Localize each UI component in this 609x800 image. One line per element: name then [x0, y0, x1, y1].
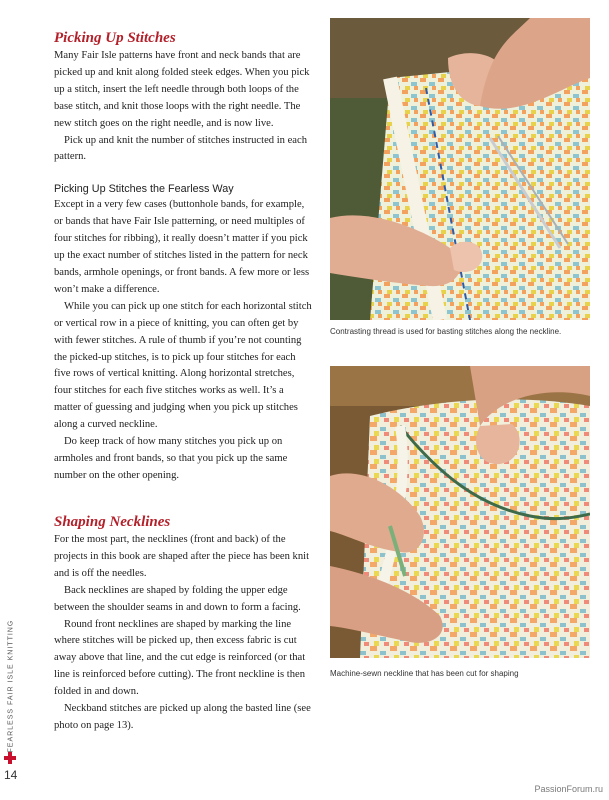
- section-picking-up-stitches: [54, 28, 312, 485]
- section-shaping-necklines: [54, 512, 312, 735]
- caption-bottom: Machine-sewn neckline that has been cut for shaping: [330, 669, 519, 678]
- subheading: Picking Up Stitches the Fearless Way: [54, 183, 234, 196]
- section-heading: Picking Up Stitches: [54, 30, 176, 46]
- photo-basting-illustration: [330, 18, 590, 320]
- caption-top: Contrasting thread is used for basting stitches along the neckline.: [330, 327, 562, 336]
- page-number: 14: [4, 768, 18, 782]
- paragraph: Many Fair Isle patterns have front and neck bands that are picked up and knit along folded steek edges. When you pick up a stitch, insert the left needle through both loops of the base stitch, and knit those loops with the right needle. The new stitch goes on the right needle, and is now live.: [54, 50, 310, 129]
- paragraph: Except in a very few cases (buttonhole bands, for example, or bands that have Fair Isle patterning, or need multiples of four stitches for ribbing), it really doesn’t matter if you pick up the exact number of stitches listed in the pattern for neck bands, armhole openings, or front bands. A few more or less won’t make a difference.: [54, 199, 310, 295]
- paragraph: While you can pick up one stitch for each horizontal stitch or vertical row in a piece of knitting, you can often get by with fewer stitches. A rule of thumb if you’re not counting the picked-up stitches, is to pick up four stitches for each five rows of vertical knitting. Along horizontal stretches, four stitches for each five stitches works as well. It’s a matter of guessing and judging when you pick up stitches along a curved neckline.: [54, 300, 312, 431]
- paragraph: Neckband stitches are picked up along the basted line (see photo on page 13).: [54, 703, 311, 731]
- photo-machine-sewn-neckline: [330, 366, 590, 658]
- paragraph: Pick up and knit the number of stitches instructed in each pattern.: [54, 134, 308, 163]
- photo-neckline-illustration: [330, 366, 590, 658]
- book-title: FEARLESS FAIR ISLE KNITTING: [7, 619, 15, 753]
- photo-basting-neckline: [330, 18, 590, 320]
- paragraph: Do keep track of how many stitches you pick up on armholes and front bands, so that you pick up the same number on the other opening.: [54, 436, 288, 481]
- paragraph: For the most part, the necklines (front and back) of the projects in this book are shaped after the piece has been knit and is off the needles.: [54, 534, 310, 579]
- paragraph: Round front necklines are shaped by marking the line where stitches will be picked up, then excess fabric is cut away above that line, and the cut edge is reinforced (or that line is reinforced before cutting). The front neckline is then folded in and down.: [54, 618, 306, 698]
- red-cross-icon: [4, 752, 16, 764]
- running-header-side: [2, 620, 18, 760]
- section-heading: Shaping Necklines: [54, 514, 171, 530]
- watermark: PassionForum.ru: [534, 784, 603, 794]
- paragraph: Back necklines are shaped by folding the upper edge between the shoulder seams in and down to form a facing.: [54, 584, 301, 613]
